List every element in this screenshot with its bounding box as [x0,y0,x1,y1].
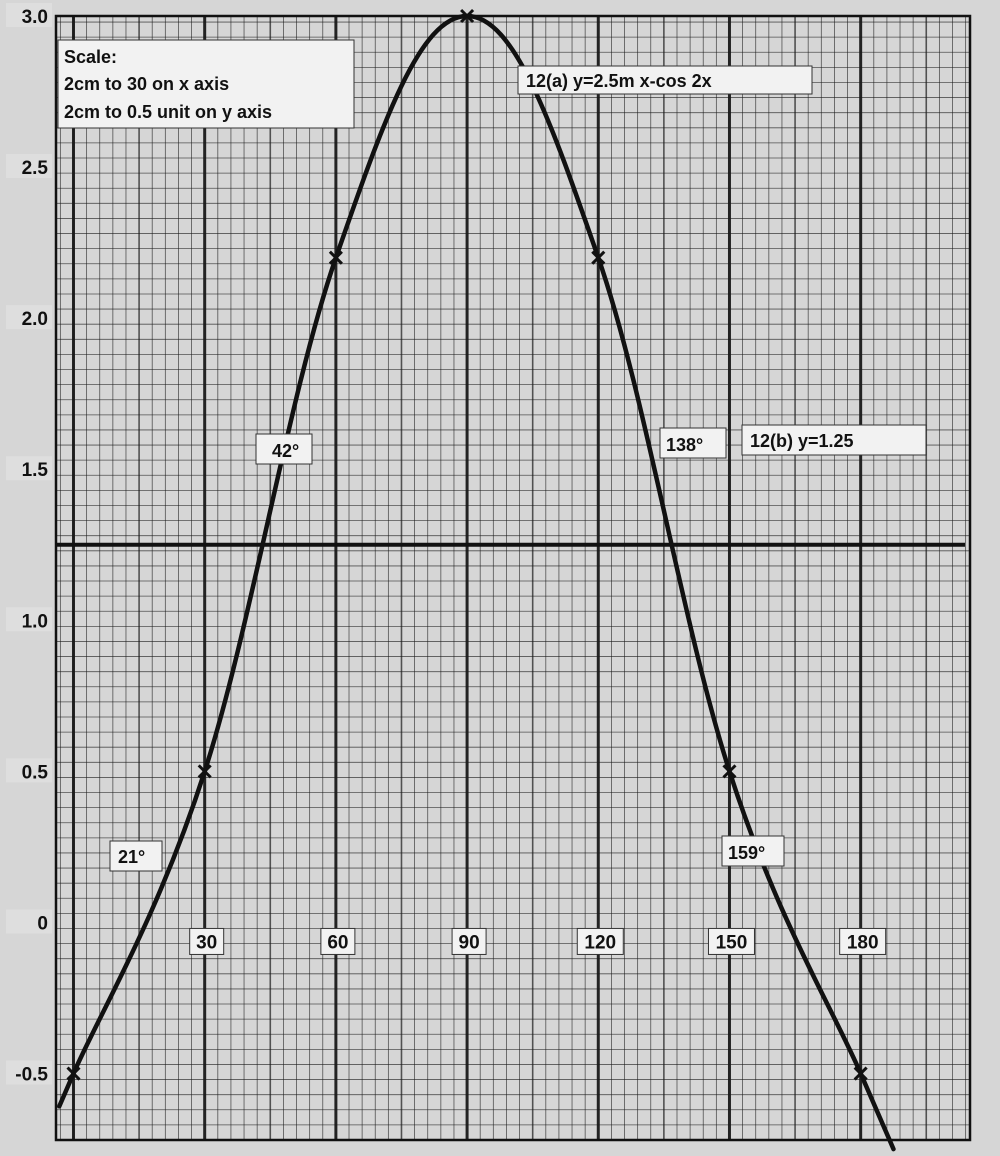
x-tick-label: 180 [846,932,879,954]
line-label-text: 12(b) y=1.25 [750,431,854,451]
x-tick-label: 30 [196,932,218,954]
annotation-159 [722,836,784,866]
scale-x-axis: 2cm to 30 on x axis [64,74,230,94]
scale-box [58,40,354,128]
scale-heading: Scale: [64,47,118,67]
y-tick-label: 2.0 [21,309,48,331]
scale-y-axis: 2cm to 0.5 unit on y axis [64,102,273,122]
x-tick-label: 60 [327,932,349,954]
y-tick-label: 2.5 [21,158,48,180]
annotation-42-label: 42° [272,441,300,461]
y-tick-label: 0.5 [21,762,48,784]
y-tick-label: 1.0 [21,611,48,633]
curve-label-text: 12(a) y=2.5m x-cos 2x [526,71,712,91]
line-label [742,425,926,455]
annotation-21-label: 21° [118,847,146,867]
x-tick-label: 120 [584,932,617,954]
annotation-138-label: 138° [666,435,704,455]
x-tick-label: 90 [458,932,480,954]
y-tick-label: 0 [37,913,48,935]
x-tick-label: 150 [715,932,748,954]
annotation-138 [660,428,726,458]
annotation-21 [110,841,162,871]
y-tick-label: -0.5 [15,1064,48,1086]
annotation-42 [256,434,312,464]
y-tick-label: 3.0 [21,7,48,28]
annotation-159-label: 159° [728,843,766,863]
y-tick-label: 1.5 [21,460,48,482]
curve-label [518,66,812,94]
